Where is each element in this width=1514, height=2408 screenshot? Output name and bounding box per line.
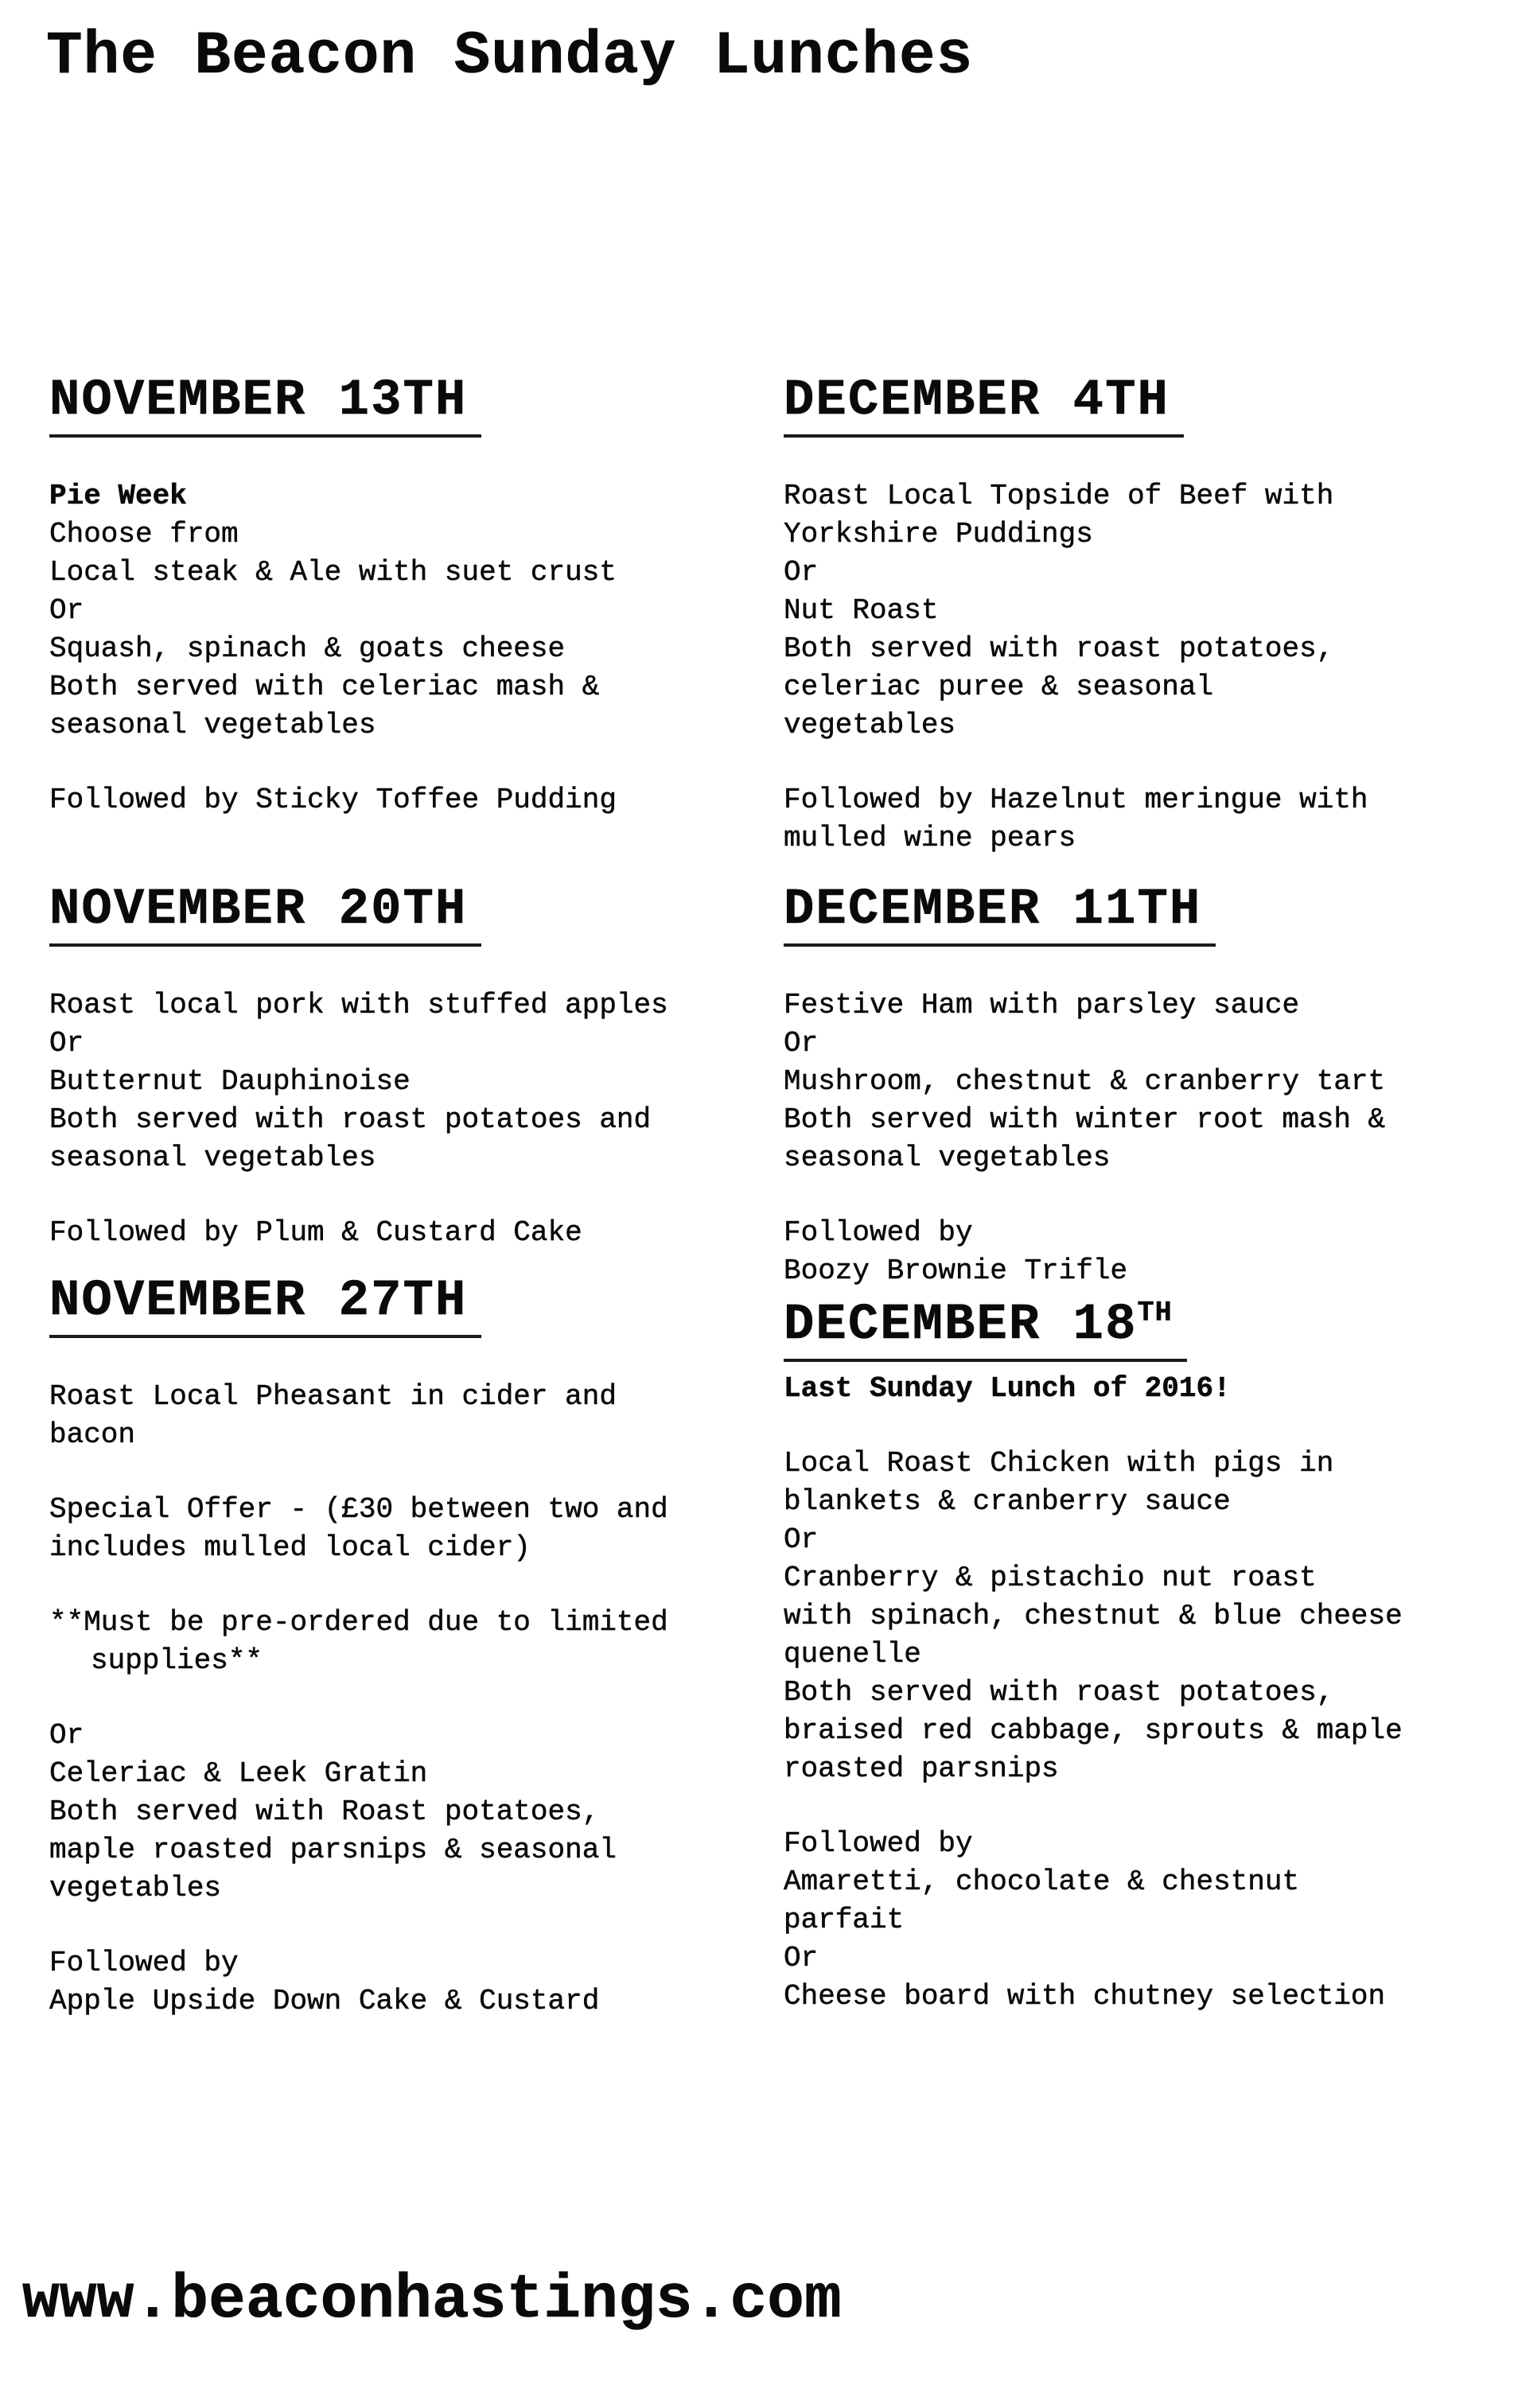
menu-paragraph: [784, 1214, 1500, 1290]
section-heading: NOVEMBER 13TH: [49, 372, 481, 438]
menu-paragraph: [49, 1214, 765, 1252]
menu-line: Or: [49, 1719, 84, 1752]
menu-paragraph: [784, 1825, 1500, 2016]
menu-line: Choose from: [49, 518, 239, 550]
menu-line: Or: [784, 1942, 819, 1974]
menu-line: Cheese board with chutney selection: [784, 1980, 1386, 2013]
menu-line: Squash, spinach & goats cheese: [49, 632, 566, 665]
section-november-13th: [49, 372, 765, 819]
menu-line: quenelle: [784, 1638, 921, 1671]
menu-line: Both served with roast potatoes,: [784, 1676, 1334, 1709]
heading-text: DECEMBER 18: [784, 1297, 1138, 1354]
menu-line: maple roasted parsnips & seasonal: [49, 1834, 617, 1866]
menu-line: seasonal vegetables: [49, 1142, 376, 1174]
menu-line: parfait: [784, 1904, 905, 1936]
menu-line: Followed by Plum & Custard Cake: [49, 1216, 582, 1249]
menu-line: Pie Week: [49, 480, 187, 512]
menu-paragraph: [49, 781, 765, 819]
menu-paragraph: [784, 986, 1500, 1177]
menu-paragraph: [784, 477, 1500, 745]
section-heading: [784, 1297, 1187, 1362]
menu-line: roasted parsnips: [784, 1753, 1059, 1785]
menu-paragraph: [784, 1445, 1500, 1788]
menu-paragraph: [49, 1604, 765, 1680]
menu-line: Both served with roast potatoes,: [784, 632, 1334, 665]
section-subtitle: Last Sunday Lunch of 2016!: [784, 1372, 1231, 1405]
menu-line: braised red cabbage, sprouts & maple: [784, 1714, 1403, 1747]
menu-line: Both served with Roast potatoes,: [49, 1795, 600, 1828]
menu-line: Local Roast Chicken with pigs in: [784, 1447, 1334, 1480]
menu-line: Or: [784, 556, 819, 589]
menu-line: Roast local pork with stuffed apples: [49, 989, 668, 1021]
menu-line: Followed by: [784, 1827, 973, 1860]
section-heading: DECEMBER 4TH: [784, 372, 1184, 438]
menu-line: Boozy Brownie Trifle: [784, 1255, 1128, 1287]
menu-line: Butternut Dauphinoise: [49, 1065, 411, 1098]
menu-line: bacon: [49, 1418, 136, 1451]
page-title: The Beacon Sunday Lunches: [46, 22, 974, 91]
menu-line: vegetables: [49, 1872, 222, 1904]
section-december-4th: [784, 372, 1500, 858]
menu-line: Mushroom, chestnut & cranberry tart: [784, 1065, 1386, 1098]
menu-line: with spinach, chestnut & blue cheese: [784, 1600, 1403, 1632]
menu-line: includes mulled local cider): [49, 1531, 531, 1564]
menu-line: Special Offer - (£30 between two and: [49, 1493, 668, 1526]
section-november-20th: [49, 881, 765, 1252]
menu-line: Or: [49, 594, 84, 627]
menu-line: Or: [784, 1523, 819, 1556]
menu-line: Local steak & Ale with suet crust: [49, 556, 617, 589]
section-november-27th: [49, 1273, 765, 2021]
section-heading: DECEMBER 11TH: [784, 881, 1216, 947]
menu-line: Both served with winter root mash &: [784, 1103, 1386, 1136]
menu-line: Amaretti, chocolate & chestnut: [784, 1865, 1300, 1898]
menu-line: Roast Local Pheasant in cider and: [49, 1380, 617, 1413]
menu-paragraph: [49, 1378, 765, 1454]
menu-line: Cranberry & pistachio nut roast: [784, 1562, 1317, 1594]
menu-line: celeriac puree & seasonal: [784, 671, 1214, 703]
menu-paragraph: [49, 477, 765, 745]
website-url: www.beaconhastings.com: [22, 2266, 842, 2336]
menu-line: **Must be pre-ordered due to limited: [49, 1606, 668, 1639]
menu-line: Roast Local Topside of Beef with: [784, 480, 1334, 512]
menu-line: vegetables: [784, 709, 956, 741]
menu-line: mulled wine pears: [784, 822, 1076, 854]
menu-line: Celeriac & Leek Gratin: [49, 1757, 428, 1790]
section-december-11th: [784, 881, 1500, 1290]
menu-line: Followed by: [49, 1947, 239, 1979]
menu-paragraph: [49, 1944, 765, 2021]
menu-line: Apple Upside Down Cake & Custard: [49, 1985, 600, 2017]
heading-ordinal: TH: [1137, 1297, 1173, 1329]
menu-line: Followed by: [784, 1216, 973, 1249]
menu-line: Or: [784, 1027, 819, 1060]
menu-line: Or: [49, 1027, 84, 1060]
menu-line: Nut Roast: [784, 594, 939, 627]
section-december-18th: [784, 1297, 1500, 2016]
menu-paragraph: [49, 1717, 765, 1908]
menu-line: supplies**: [91, 1644, 263, 1677]
menu-line: Festive Ham with parsley sauce: [784, 989, 1300, 1021]
section-heading: NOVEMBER 20TH: [49, 881, 481, 947]
menu-line: seasonal vegetables: [49, 709, 376, 741]
menu-line: seasonal vegetables: [784, 1142, 1111, 1174]
menu-line: blankets & cranberry sauce: [784, 1485, 1231, 1518]
menu-paragraph: [49, 1491, 765, 1567]
menu-line: Followed by Hazelnut meringue with: [784, 784, 1368, 816]
menu-paragraph: [784, 781, 1500, 858]
menu-line: Both served with celeriac mash &: [49, 671, 600, 703]
menu-line: Both served with roast potatoes and: [49, 1103, 652, 1136]
menu-paragraph: [49, 986, 765, 1177]
menu-line: Followed by Sticky Toffee Pudding: [49, 784, 617, 816]
menu-line: Yorkshire Puddings: [784, 518, 1093, 550]
section-heading: NOVEMBER 27TH: [49, 1273, 481, 1338]
